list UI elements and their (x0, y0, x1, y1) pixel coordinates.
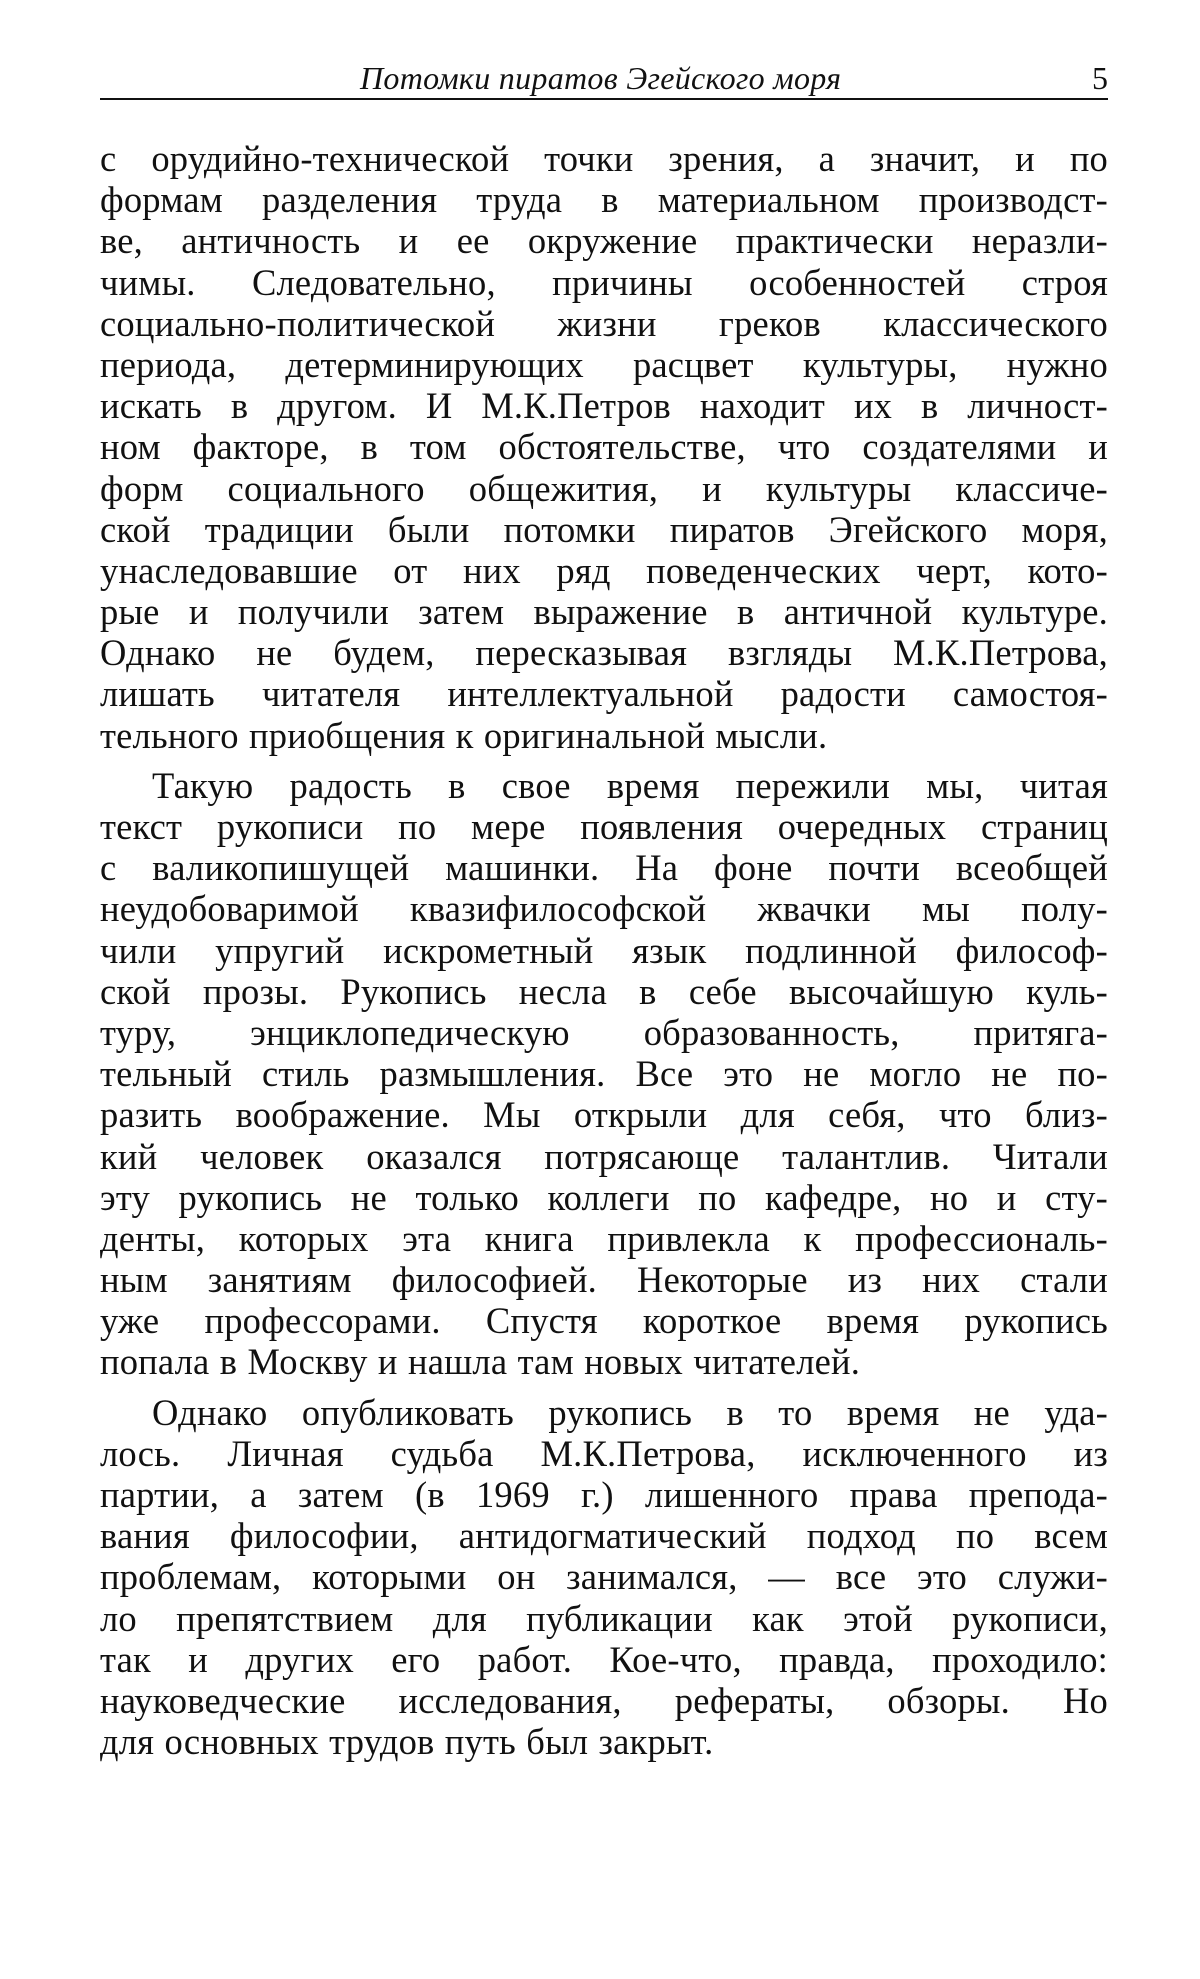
text-line: тельный стиль размышления. Все это не могло не по- (100, 1053, 1108, 1095)
body-text (100, 138, 1108, 1762)
text-line: унаследовавшие от них ряд поведенческих черт, кото- (100, 549, 1108, 591)
text-line: тельного приобщения к оригинальной мысли. (100, 714, 828, 756)
text-line: ской традиции были потомки пиратов Эгейского моря, (100, 508, 1108, 550)
text-line: ном факторе, в том обстоятельстве, что создателями и (100, 426, 1108, 468)
text-line: формам разделения труда в материальном производст- (100, 179, 1108, 221)
text-line: с валикопишущей машинки. На фоне почти всеобщей (100, 847, 1108, 889)
running-header (100, 58, 1108, 100)
text-line: социально-политической жизни греков классического (100, 302, 1108, 344)
text-line: чили упругий искрометный язык подлинной философ- (100, 929, 1108, 971)
paragraph-2 (100, 765, 1108, 1383)
paragraph-gap (100, 1383, 1108, 1392)
text-line: неудобоваримой квазифилософской жвачки мы полу- (100, 888, 1108, 930)
text-line: лось. Личная судьба М.К.Петрова, исключенного из (100, 1432, 1108, 1474)
text-line: текст рукописи по мере появления очередных страниц (100, 806, 1108, 847)
text-line: с орудийно-технической точки зрения, а значит, и по (100, 138, 1108, 179)
text-line: лишать читателя интеллектуальной радости самостоя- (100, 673, 1108, 715)
text-line: периода, детерминирующих расцвет культуры, нужно (100, 343, 1108, 385)
running-title: Потомки пиратов Эгейского моря (360, 60, 842, 96)
text-line: Однако опубликовать рукопись в то время не уда- (152, 1391, 1108, 1433)
text-line: форм социального общежития, и культуры классиче- (100, 467, 1108, 509)
text-line: науковедческие исследования, рефераты, обзоры. Но (100, 1679, 1108, 1721)
text-line: партии, а затем (в 1969 г.) лишенного права препода- (100, 1474, 1108, 1515)
paragraph-3 (100, 1392, 1108, 1763)
text-line: ным занятиям философией. Некоторые из них стали (100, 1259, 1108, 1301)
text-line: эту рукопись не только коллеги по кафедре, но и сту- (100, 1176, 1108, 1218)
text-line: ской прозы. Рукопись несла в себе высочайшую куль- (100, 970, 1108, 1012)
text-line: рые и получили затем выражение в античной культуре. (100, 591, 1108, 633)
page-number: 5 (1092, 60, 1108, 96)
text-line: так и других его работ. Кое-что, правда, проходило: (100, 1638, 1108, 1680)
text-line: для основных трудов путь был закрыт. (100, 1721, 714, 1763)
text-line: ве, античность и ее окружение практически неразли- (100, 220, 1108, 262)
text-line: Однако не будем, пересказывая взгляды М.К.Петрова, (100, 632, 1108, 674)
text-line: уже профессорами. Спустя короткое время рукопись (100, 1300, 1108, 1342)
text-line: Такую радость в свое время пережили мы, читая (152, 764, 1108, 806)
text-line: искать в другом. И М.К.Петров находит их в личност- (100, 385, 1108, 427)
text-line: попала в Москву и нашла там новых читателей. (100, 1341, 861, 1383)
paragraph-1 (100, 138, 1108, 756)
text-line: чимы. Следовательно, причины особенностей строя (100, 261, 1108, 303)
text-line: разить воображение. Мы открыли для себя, что близ- (100, 1094, 1108, 1136)
text-line: денты, которых эта книга привлекла к профессиональ- (100, 1217, 1108, 1259)
paragraph-gap (100, 756, 1108, 765)
text-line: ло препятствием для публикации как этой рукописи, (100, 1597, 1108, 1639)
text-line: кий человек оказался потрясающе талантлив. Читали (100, 1135, 1108, 1177)
text-line: туру, энциклопедическую образованность, притяга- (100, 1011, 1108, 1053)
text-line: вания философии, антидогматический подход по всем (100, 1515, 1108, 1557)
text-line: проблемам, которыми он занимался, — все это служи- (100, 1556, 1108, 1598)
